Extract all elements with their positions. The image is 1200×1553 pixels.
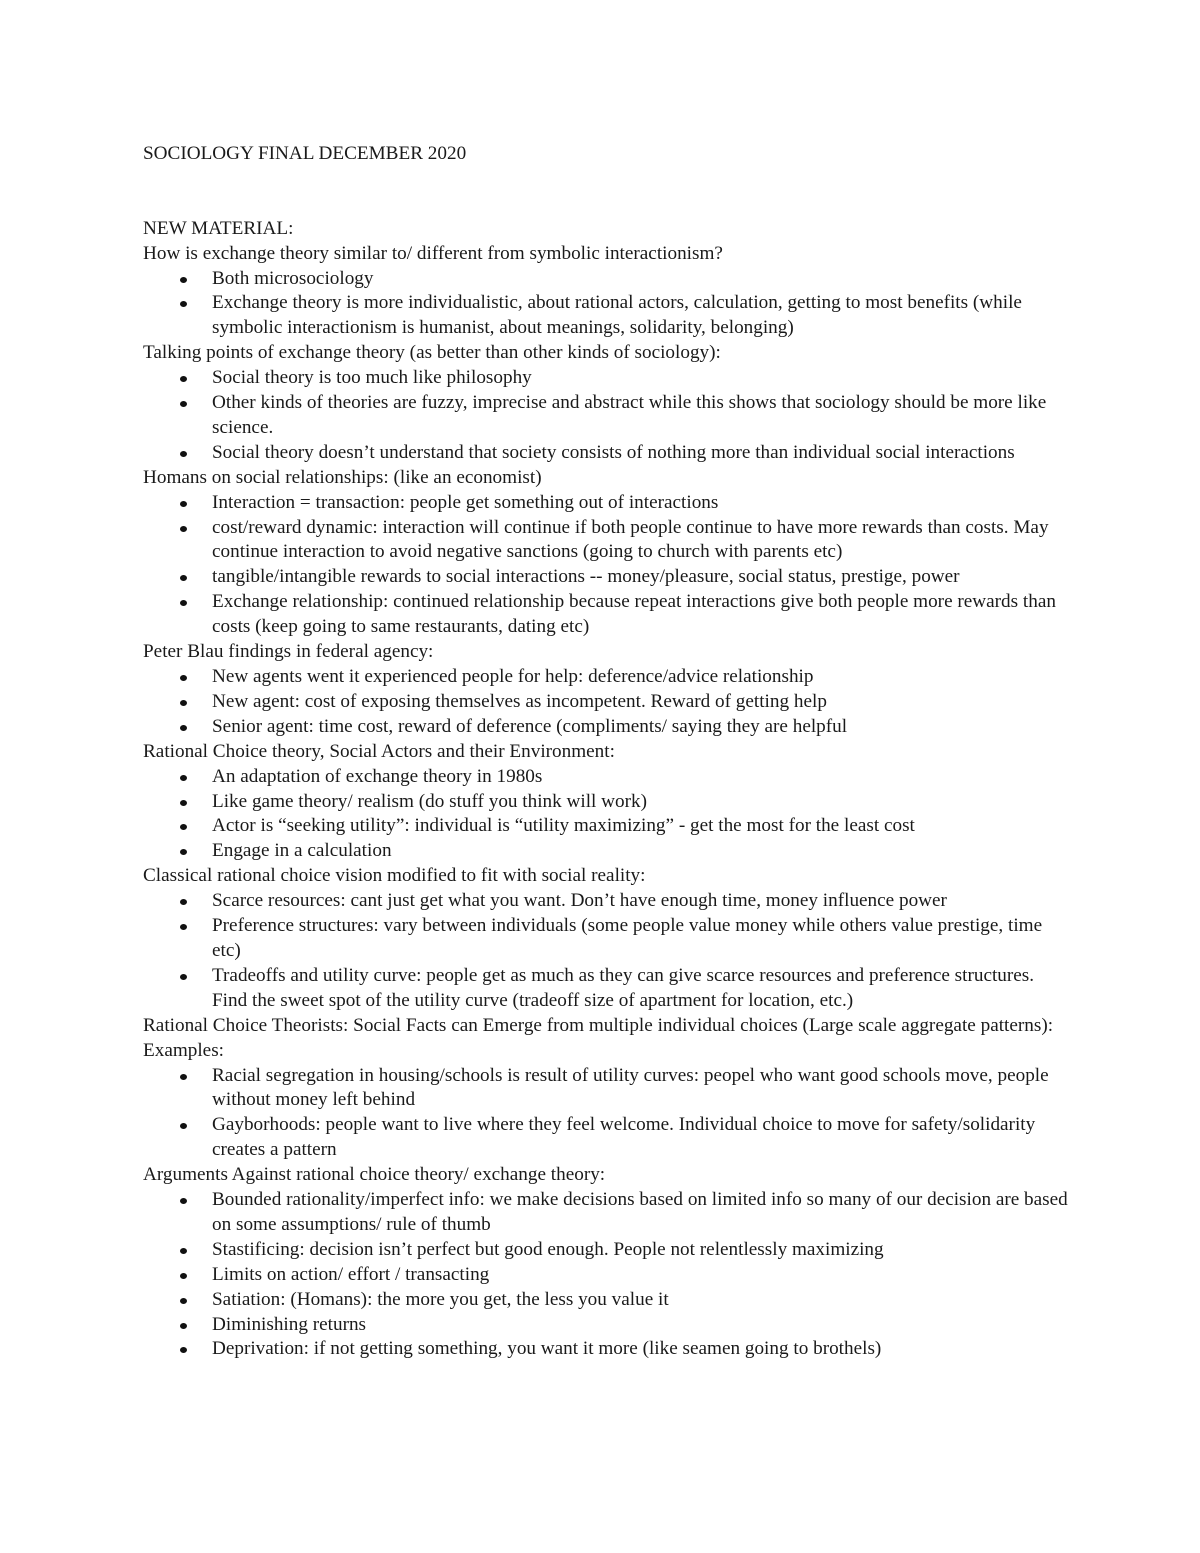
bullet-icon bbox=[180, 277, 187, 283]
list-item-text: Interaction = transaction: people get something out of interactions bbox=[212, 491, 719, 513]
bullet-icon bbox=[180, 849, 187, 855]
section-heading: How is exchange theory similar to/ different from symbolic interactionism? bbox=[143, 242, 723, 264]
list-item bbox=[143, 491, 1073, 516]
bullet-icon bbox=[180, 1298, 187, 1304]
bullet-icon bbox=[180, 1074, 187, 1080]
bullet-icon bbox=[180, 1248, 187, 1254]
list-item-text: Engage in a calculation bbox=[212, 840, 392, 862]
bullet-icon bbox=[180, 775, 187, 781]
list-item bbox=[143, 441, 1073, 466]
notes-section bbox=[143, 640, 1073, 740]
list-item bbox=[143, 765, 1073, 790]
list-item bbox=[143, 1064, 1073, 1114]
notes-section bbox=[143, 341, 1073, 466]
bullet-icon bbox=[180, 376, 187, 382]
bullet-icon bbox=[180, 575, 187, 581]
bullet-icon bbox=[180, 924, 187, 930]
list-item-text: Diminishing returns bbox=[212, 1313, 367, 1335]
list-item-text: Social theory is too much like philosophy bbox=[212, 367, 532, 389]
list-item-text: Preference structures: vary between individuals (some people value money while others value prestige, time etc) bbox=[212, 915, 1043, 961]
bullet-icon bbox=[180, 451, 187, 457]
bullet-icon bbox=[180, 1347, 187, 1353]
list-item-text: Satiation: (Homans): the more you get, the less you value it bbox=[212, 1288, 669, 1310]
blank-line bbox=[143, 167, 1073, 217]
section-heading: Classical rational choice vision modified to fit with social reality: bbox=[143, 865, 646, 887]
notes-sections bbox=[143, 242, 1073, 1363]
bullet-icon bbox=[180, 1198, 187, 1204]
bullet-list bbox=[143, 889, 1073, 1014]
bullet-icon bbox=[180, 501, 187, 507]
list-item-text: Actor is “seeking utility”: individual is “utility maximizing” - get the most for the least cost bbox=[212, 815, 915, 837]
bullet-icon bbox=[180, 1123, 187, 1129]
section-heading: Peter Blau findings in federal agency: bbox=[143, 641, 434, 663]
bullet-icon bbox=[180, 301, 187, 307]
bullet-list bbox=[143, 1188, 1073, 1362]
bullet-icon bbox=[180, 700, 187, 706]
list-item bbox=[143, 715, 1073, 740]
list-item-text: Exchange relationship: continued relationship because repeat interactions give both people more rewards than costs (keep going to same restaurants, dating etc) bbox=[212, 591, 1056, 638]
notes-section bbox=[143, 740, 1073, 865]
notes-section bbox=[143, 242, 1073, 342]
list-item bbox=[143, 1313, 1073, 1338]
bullet-list bbox=[143, 491, 1073, 640]
list-item bbox=[143, 814, 1073, 839]
list-item bbox=[143, 914, 1073, 964]
list-item bbox=[143, 665, 1073, 690]
list-item-text: cost/reward dynamic: interaction will continue if both people continue to have more rewards than costs. May continue interaction to avoid negative sanctions (going to church with parents etc) bbox=[212, 516, 1049, 563]
bullet-list bbox=[143, 267, 1073, 342]
section-heading: Rational Choice Theorists: Social Facts can Emerge from multiple individual choices (Large scale aggregate patterns): Examples: bbox=[143, 1014, 1054, 1061]
list-item bbox=[143, 1238, 1073, 1263]
list-item bbox=[143, 391, 1073, 441]
bullet-icon bbox=[180, 725, 187, 731]
list-item bbox=[143, 1263, 1073, 1288]
list-item-text: Tradeoffs and utility curve: people get as much as they can give scarce resources and preference structures. Find the sweet spot of the utility curve (tradeoff size of apartment for location, etc.) bbox=[212, 964, 1035, 1011]
section-heading: Arguments Against rational choice theory/ exchange theory: bbox=[143, 1164, 606, 1186]
list-item-text: Limits on action/ effort / transacting bbox=[212, 1263, 490, 1285]
list-item-text: Racial segregation in housing/schools is result of utility curves: peopel who want good schools move, people without money left behind bbox=[212, 1064, 1049, 1111]
bullet-icon bbox=[180, 974, 187, 980]
list-item bbox=[143, 366, 1073, 391]
bullet-icon bbox=[180, 401, 187, 407]
list-item-text: Deprivation: if not getting something, you want it more (like seamen going to brothels) bbox=[212, 1338, 882, 1360]
bullet-list bbox=[143, 765, 1073, 865]
list-item-text: Like game theory/ realism (do stuff you think will work) bbox=[212, 790, 648, 812]
list-item-text: Senior agent: time cost, reward of deference (compliments/ saying they are helpful bbox=[212, 715, 848, 737]
notes-section bbox=[143, 864, 1073, 1013]
list-item-text: Bounded rationality/imperfect info: we make decisions based on limited info so many of our decision are based on some assumptions/ rule of thumb bbox=[212, 1189, 1068, 1235]
document-title: SOCIOLOGY FINAL DECEMBER 2020 bbox=[143, 143, 467, 164]
list-item bbox=[143, 1188, 1073, 1238]
bullet-icon bbox=[180, 526, 187, 532]
bullet-list bbox=[143, 366, 1073, 466]
list-item bbox=[143, 690, 1073, 715]
list-item bbox=[143, 964, 1073, 1014]
list-item bbox=[143, 516, 1073, 566]
bullet-icon bbox=[180, 675, 187, 681]
list-item-text: An adaptation of exchange theory in 1980s bbox=[212, 765, 543, 787]
bullet-icon bbox=[180, 600, 187, 606]
document-body bbox=[143, 142, 1073, 1362]
list-item bbox=[143, 839, 1073, 864]
list-item bbox=[143, 565, 1073, 590]
list-item bbox=[143, 1113, 1073, 1163]
list-item bbox=[143, 590, 1073, 640]
list-item bbox=[143, 1337, 1073, 1362]
list-item-text: Both microsociology bbox=[212, 267, 374, 289]
section-label: NEW MATERIAL: bbox=[143, 217, 294, 239]
section-heading: Rational Choice theory, Social Actors and their Environment: bbox=[143, 740, 615, 762]
list-item-text: Other kinds of theories are fuzzy, imprecise and abstract while this shows that sociology should be more like science. bbox=[212, 392, 1047, 438]
list-item-text: Stastificing: decision isn’t perfect but good enough. People not relentlessly maximizing bbox=[212, 1238, 884, 1260]
list-item bbox=[143, 267, 1073, 292]
list-item bbox=[143, 790, 1073, 815]
list-item bbox=[143, 1288, 1073, 1313]
list-item-text: New agent: cost of exposing themselves as incompetent. Reward of getting help bbox=[212, 690, 827, 712]
list-item-text: tangible/intangible rewards to social interactions -- money/pleasure, social status, prestige, power bbox=[212, 566, 960, 588]
notes-section bbox=[143, 1163, 1073, 1362]
list-item-text: New agents went it experienced people for help: deference/advice relationship bbox=[212, 666, 814, 688]
bullet-list bbox=[143, 1064, 1073, 1164]
list-item-text: Exchange theory is more individualistic, about rational actors, calculation, getting to most benefits (while symbolic interactionism is humanist, about meanings, solidarity, belonging) bbox=[212, 292, 1022, 339]
list-item bbox=[143, 889, 1073, 914]
bullet-icon bbox=[180, 899, 187, 905]
list-item-text: Gayborhoods: people want to live where they feel welcome. Individual choice to move for safety/solidarity creates a pattern bbox=[212, 1114, 1036, 1161]
bullet-icon bbox=[180, 824, 187, 830]
bullet-icon bbox=[180, 800, 187, 806]
section-heading: Homans on social relationships: (like an economist) bbox=[143, 466, 542, 488]
bullet-icon bbox=[180, 1323, 187, 1329]
section-heading: Talking points of exchange theory (as better than other kinds of sociology): bbox=[143, 342, 721, 364]
bullet-list bbox=[143, 665, 1073, 740]
list-item bbox=[143, 291, 1073, 341]
bullet-icon bbox=[180, 1273, 187, 1279]
notes-section bbox=[143, 466, 1073, 640]
list-item-text: Social theory doesn’t understand that society consists of nothing more than individual social interactions bbox=[212, 441, 1015, 463]
list-item-text: Scarce resources: cant just get what you want. Don’t have enough time, money influence power bbox=[212, 890, 947, 912]
notes-section bbox=[143, 1014, 1073, 1163]
